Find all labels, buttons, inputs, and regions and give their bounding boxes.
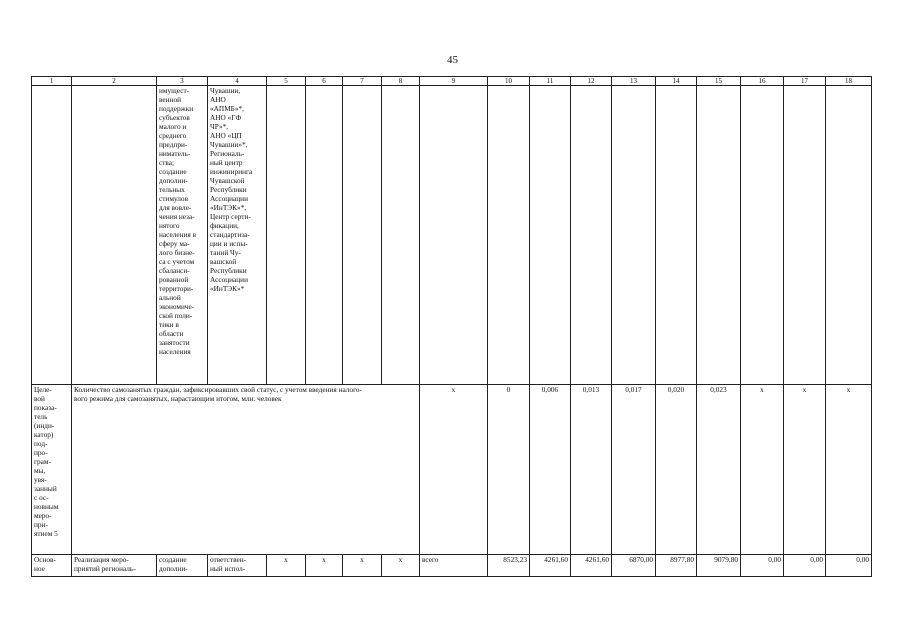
indicator-value: 0,013 — [571, 385, 612, 555]
funding-value: 4261,60 — [571, 555, 612, 577]
indicator-value: 0 — [488, 385, 530, 555]
empty-cell — [420, 86, 488, 385]
funding-value: 9079,80 — [697, 555, 741, 577]
empty-cell — [571, 86, 612, 385]
funding-source-cell: всего — [420, 555, 488, 577]
indicator-value: x — [784, 385, 826, 555]
column-number: 7 — [343, 77, 382, 86]
indicator-value: 0,006 — [530, 385, 571, 555]
code-cell: x — [306, 555, 343, 577]
column-number: 12 — [571, 77, 612, 86]
funding-value: 0,00 — [784, 555, 826, 577]
empty-cell — [826, 86, 872, 385]
code-cell: x — [343, 555, 382, 577]
column-number: 6 — [306, 77, 343, 86]
indicator-row — [32, 385, 872, 555]
indicator-value: 0,017 — [612, 385, 656, 555]
column-number: 2 — [72, 77, 157, 86]
empty-cell — [530, 86, 571, 385]
column-number: 9 — [420, 77, 488, 86]
activity-name-cell: Реализация меро- приятий региональ- — [72, 555, 157, 577]
empty-cell — [697, 86, 741, 385]
program-table — [31, 76, 872, 577]
activity-executor-cell: ответствен- ный испол- — [208, 555, 267, 577]
empty-cell — [32, 86, 72, 385]
empty-cell — [656, 86, 697, 385]
empty-cell — [306, 86, 343, 385]
column-number-row — [32, 77, 872, 86]
column-number: 4 — [208, 77, 267, 86]
column-number: 17 — [784, 77, 826, 86]
column-number: 8 — [382, 77, 420, 86]
responsible-executor-cell: Чувашии, АНО «АПМБ»*, АНО «ГФ ЧР»*, АНО «ЦП Чувашии»*, Региональ- ный центр инжиниринга Чувашской Республики Ассоциации «ИнТЭК»*, Центр серти- фикации, стандартиза- ции и испы- таний Чу- вашской Республики Ассоциации «ИнТЭК»* — [208, 86, 267, 385]
column-number: 10 — [488, 77, 530, 86]
column-number: 16 — [741, 77, 784, 86]
empty-cell — [488, 86, 530, 385]
funding-value: 0,00 — [826, 555, 872, 577]
funding-value: 8977,80 — [656, 555, 697, 577]
column-number: 13 — [612, 77, 656, 86]
indicator-label-cell: Целе- вой показа- тель (инди- катор) под- про- грам- мы, увя- занный с ос- новным меро- при- ятием 5 — [32, 385, 72, 555]
funding-value: 8523,23 — [488, 555, 530, 577]
empty-cell — [741, 86, 784, 385]
task-description-cell: имущест- венной поддержки субъектов малого и среднего предпри- ниматель- ства; создание дополни- тельных стимулов для вовле- чения неза- нятого населения в сферу ма- лого бизне- са с учетом сбаланси- рованной территори- альной экономиче- ской поли- тики в области занятости населения — [157, 86, 208, 385]
indicator-description-cell: Количество самозанятых граждан, зафиксировавших свой статус, с учетом введения налого- вого режима для самозанятых, нарастающим итогом, млн. человек — [72, 385, 420, 555]
empty-cell — [267, 86, 306, 385]
empty-cell — [343, 86, 382, 385]
code-cell: x — [382, 555, 420, 577]
indicator-value: x — [420, 385, 488, 555]
empty-cell — [72, 86, 157, 385]
column-number: 18 — [826, 77, 872, 86]
column-number: 11 — [530, 77, 571, 86]
funding-value: 6870,00 — [612, 555, 656, 577]
funding-value: 4261,60 — [530, 555, 571, 577]
indicator-value: 0,023 — [697, 385, 741, 555]
column-number: 3 — [157, 77, 208, 86]
funding-value: 0,00 — [741, 555, 784, 577]
column-number: 1 — [32, 77, 72, 86]
empty-cell — [612, 86, 656, 385]
page-number: 45 — [447, 54, 458, 66]
indicator-value: 0,020 — [656, 385, 697, 555]
column-number: 15 — [697, 77, 741, 86]
activity-goal-cell: создание дополни- — [157, 555, 208, 577]
empty-cell — [382, 86, 420, 385]
activity-type-cell: Основ- ное — [32, 555, 72, 577]
indicator-value: x — [741, 385, 784, 555]
continuation-row — [32, 86, 872, 385]
code-cell: x — [267, 555, 306, 577]
column-number: 14 — [656, 77, 697, 86]
main-activity-row — [32, 555, 872, 577]
column-number: 5 — [267, 77, 306, 86]
indicator-value: x — [826, 385, 872, 555]
empty-cell — [784, 86, 826, 385]
